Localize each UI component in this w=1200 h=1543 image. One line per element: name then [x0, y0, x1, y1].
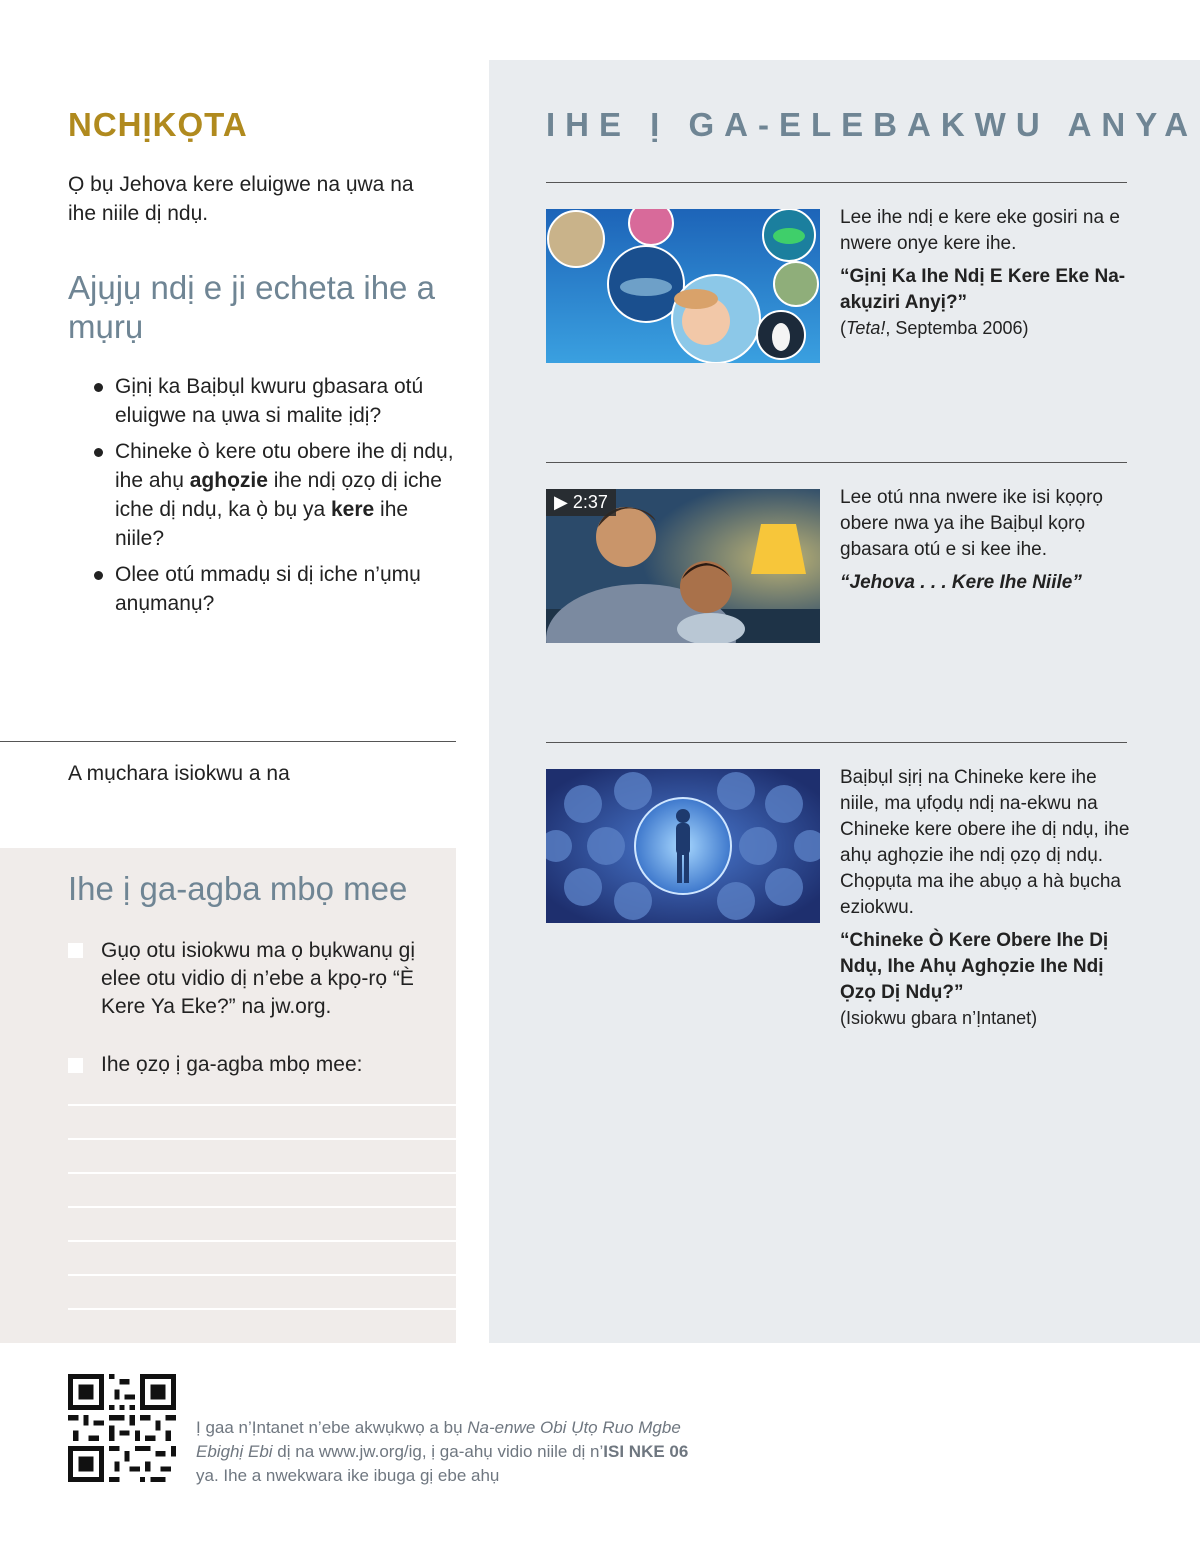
play-icon[interactable]: ▶ [554, 492, 568, 512]
video-duration-badge: ▶ 2:37 [546, 489, 616, 516]
activity-item: Gụọ otu isiokwu ma ọ bụkwanụ gị elee otu vidio dị n’ebe a kpọ-rọ “È Kere Ya Eke?” na jw.org. [101, 939, 416, 1018]
explore-heading: IHE Ị GA-ELEBAKWU ANYA [546, 106, 1199, 143]
entry-title-link[interactable]: “Jehova . . . Kere Ihe Niile” [840, 572, 1082, 593]
summary-text: Ọ bụ Jehova kere eluigwe na ụwa na ihe niile dị ndụ. [68, 173, 414, 225]
writing-line[interactable] [68, 1172, 456, 1174]
activity-heading: Ihe ị ga-agba mbọ mee [68, 870, 408, 907]
footer-note: Ị gaa n’Ịntanet n’ebe akwụkwọ a bụ Na-enwe Obi Ụtọ Ruo Mgbe Ebighị Ebi dị na www.jw.org/ig, ị ga-ahụ vidio niile dị n’ISI NKE 06 ya. Ihe a nwekwara ike ibuga gị ebe ahụ [196, 1418, 689, 1485]
activity-checkbox[interactable] [68, 943, 83, 958]
divider [546, 182, 1127, 183]
summary-heading: NCHỊKỌTA [68, 106, 248, 143]
completed-date-label: A mụchara isiokwu a na [68, 762, 290, 785]
explore-entry [840, 205, 1140, 340]
creation-image[interactable] [546, 209, 820, 363]
divider [546, 742, 1127, 743]
divider [0, 741, 456, 742]
entry-source: (Teta!, Septemba 2006) [840, 318, 1029, 338]
creation-collage-illustration [546, 209, 820, 363]
video-thumbnail[interactable] [546, 489, 820, 643]
review-question: Olee otú mmadụ si dị iche n’ụmụ anụmanụ? [90, 560, 460, 618]
review-question: Chineke ò kere otu obere ihe dị ndụ, ihe ahụ aghọzie ihe ndị ọzọ dị iche iche dị ndụ, ka ọ̀ bụ ya kere ihe niile? [90, 437, 460, 553]
writing-line[interactable] [68, 1274, 456, 1276]
review-questions [90, 372, 460, 625]
writing-line[interactable] [68, 1104, 456, 1106]
writing-line[interactable] [68, 1308, 456, 1310]
entry-description: Lee otú nna nwere ike isi kọọrọ obere nwa ya ihe Baịbụl kọrọ gbasara otú e si kee ihe. [840, 487, 1103, 560]
qr-code-icon[interactable] [68, 1374, 176, 1482]
entry-title-link[interactable]: “Gịnị Ka Ihe Ndị E Kere Eke Na-akụziri Anyị?” [840, 266, 1126, 313]
explore-entry [840, 765, 1130, 1030]
evolution-circle-illustration [546, 769, 820, 923]
activity-checkbox[interactable] [68, 1058, 83, 1073]
writing-line[interactable] [68, 1138, 456, 1140]
entry-source: (Isiokwu gbara n’Ịntanet) [840, 1008, 1038, 1028]
review-question: Gịnị ka Baịbụl kwuru gbasara otú eluigwe na ụwa si malite ịdị? [90, 372, 460, 430]
entry-description: Lee ihe ndị e kere eke gosiri na e nwere onye kere ihe. [840, 207, 1120, 254]
review-heading: Ajụjụ ndị e ji echeta ihe a mụrụ [68, 269, 435, 345]
writing-line[interactable] [68, 1240, 456, 1242]
explore-entry [840, 485, 1140, 596]
article-image[interactable] [546, 769, 820, 923]
activity-item: Ihe ọzọ ị ga-agba mbọ mee: [101, 1053, 363, 1076]
activity-panel [0, 848, 456, 1343]
divider [546, 462, 1127, 463]
entry-description: Baịbụl sịrị na Chineke kere ihe niile, ma ụfọdụ ndị na-ekwu na Chineke kere obere ihe dị ndụ, ihe ahụ aghọzie ihe ndị ọzọ dị ndụ. Chọpụta ma ihe abụọ a hà bụcha eziokwu. [840, 767, 1130, 918]
writing-line[interactable] [68, 1206, 456, 1208]
entry-title-link[interactable]: “Chineke Ò Kere Obere Ihe Dị Ndụ, Ihe Ahụ Aghọzie Ihe Ndị Ọzọ Dị Ndụ?” [840, 930, 1109, 1003]
